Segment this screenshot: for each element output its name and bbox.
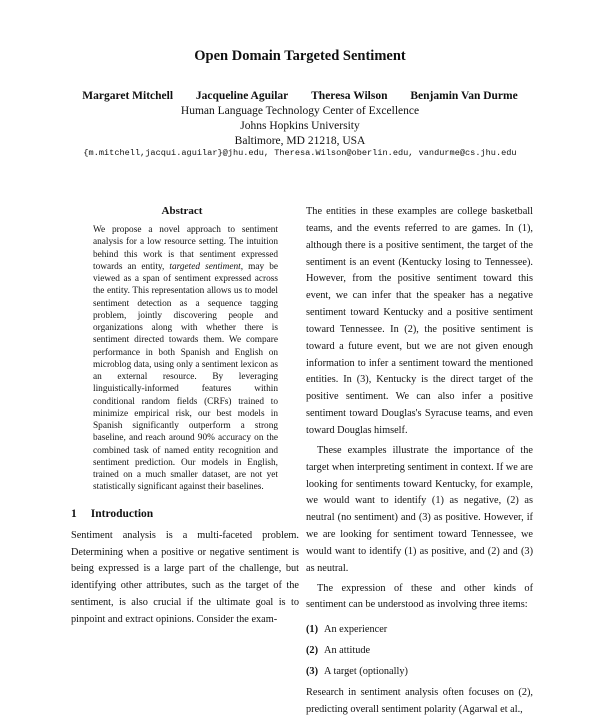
paper-title: Open Domain Targeted Sentiment	[194, 48, 406, 64]
abstract-text-a: We propose a novel approach to sentiment analysis for a low resource setting. The intuition behind this work is that sentiment expressed towards an entity,	[93, 225, 278, 272]
paragraph: Research in sentiment analysis often focuses on (2), predicting overall sentiment polarity (Agarwal et al.,	[306, 686, 533, 715]
author-name: Jacqueline Aguilar	[195, 90, 289, 102]
section-heading	[71, 508, 153, 520]
intro-paragraph: Sentiment analysis is a multi-faceted problem. Determining when a positive or negative sentiment is being expressed is a large part of the challenge, but identifying other attributes, such as the target of the sentiment, is also crucial if the ultimate goal is to pinpoint and extract opinions. Consider the exam-	[71, 530, 299, 625]
affiliation: Human Language Technology Center of Excellence	[180, 105, 420, 117]
abstract-emphasis: targeted sentiment	[169, 261, 241, 272]
paragraph: These examples illustrate the importance of the target when interpreting sentiment in context. If we are looking for sentiments toward Kentucky, for example, we would want to identify (1) as negative, (2) as neutral (no sentiment) and (3) as positive. However, if we are looking for sentiment toward Tennessee, we would want to identify (1) as positive, and (2) and (3) as neutral.	[306, 444, 533, 574]
list-text: An experiencer	[324, 624, 388, 636]
author-emails: {m.mitchell,jacqui.aguilar}@jhu.edu, Theresa.Wilson@oberlin.edu, vandurme@cs.jhu.edu	[83, 148, 517, 158]
numbered-list	[306, 622, 533, 681]
list-text: An attitude	[324, 645, 371, 657]
section-title-text: Introduction	[90, 508, 154, 520]
abstract-heading: Abstract	[161, 205, 203, 217]
section-number: 1	[71, 508, 77, 520]
author-block	[0, 89, 600, 149]
author-name: Benjamin Van Durme	[410, 90, 518, 102]
list-number: (1)	[306, 624, 319, 636]
author-name: Margaret Mitchell	[82, 90, 174, 102]
list-item	[306, 643, 533, 660]
author-name: Theresa Wilson	[311, 90, 388, 102]
list-number: (3)	[306, 665, 319, 677]
abstract-text-b: , may be viewed as a span of sentiment expressed across the entity. This representation allows us to model sentiment detection as a sequence tagging problem, jointly discovering people and organizations along with whether there is sentiment directed towards them. We compare performance in both Spanish and English on microblog data, using only a sentiment lexicon as an external resource. By leveraging linguistically-informed features within conditional random fields (CRFs) trained to minimize empirical risk, our best models in Spanish significantly outperform a strong baseline, and reach around 90% accuracy on the combined task of named entity recognition and sentiment prediction. Our models in English, trained on a much smaller dataset, are not yet statistically significant against their baselines.	[93, 261, 278, 493]
address: Baltimore, MD 21218, USA	[234, 135, 366, 147]
list-number: (2)	[306, 645, 319, 657]
paragraph: The entities in these examples are college basketball teams, and the events referred to are games. In (1), although there is a positive sentiment, the target of the sentiment is an event (Kentucky losing to Tennessee). However, from the positive sentiment toward this event, we can infer that the speaker has a negative sentiment toward Kentucky and a positive sentiment toward Tennessee. In (2), the positive sentiment is toward a future event, but we are not given enough information to infer a sentiment toward the mentioned entities. In (3), Kentucky is the direct target of the positive sentiment. We can also infer a positive sentiment toward Douglas's Syracuse teams, and even toward Douglas himself.	[306, 206, 533, 436]
author-names	[0, 89, 600, 104]
university: Johns Hopkins University	[240, 120, 360, 132]
list-text: A target (optionally)	[324, 665, 408, 677]
right-column	[306, 204, 533, 718]
list-item	[306, 664, 533, 681]
list-item	[306, 622, 533, 639]
paragraph: The expression of these and other kinds of sentiment can be understood as involving three items:	[306, 582, 533, 611]
abstract-text	[93, 224, 278, 494]
